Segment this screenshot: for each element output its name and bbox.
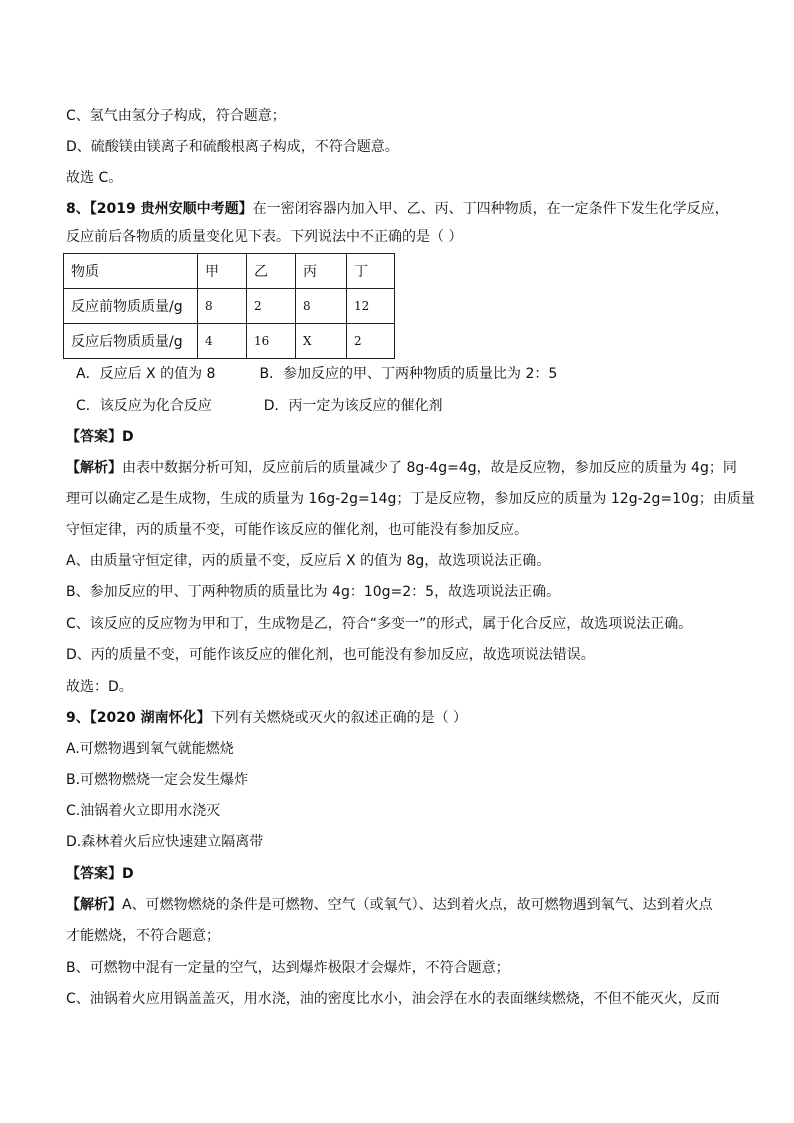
table-cell: 物质: [64, 254, 198, 289]
table-cell: 反应前物质质量/g: [64, 289, 198, 324]
table-cell: 丁: [347, 254, 395, 289]
table-cell: 8: [198, 289, 247, 324]
table-header-row: [64, 254, 395, 289]
option-a: A.可燃物遇到氧气就能燃烧: [66, 741, 234, 757]
question-number: 8、: [66, 201, 90, 217]
option-b: B．参加反应的甲、丁两种物质的质量比为 2：5: [259, 366, 558, 382]
conclusion: 故选：D。: [66, 679, 133, 695]
analysis-label: 【解析】: [66, 460, 122, 476]
table-cell: 2: [347, 324, 395, 359]
option-d: D.森林着火后应快速建立隔离带: [66, 834, 264, 850]
options-row: [76, 364, 557, 384]
question-source: 【2019 贵州安顺中考题】: [89, 201, 253, 217]
analysis-text: 由表中数据分析可知，反应前后的质量减少了 8g-4g=4g，故是反应物，参加反应的质量为 4g；同: [122, 460, 737, 476]
table-row: [64, 289, 395, 324]
question-source: 【2020 湖南怀化】: [89, 710, 211, 726]
question-8-stem: [66, 199, 729, 219]
explanation-b: B、可燃物中混有一定量的空气，达到爆炸极限才会爆炸，不符合题意；: [66, 960, 510, 976]
question-stem-continued: 反应前后各物质的质量变化见下表。下列说法中不正确的是（ ）: [66, 229, 463, 245]
option-c: C．该反应为化合反应: [76, 398, 212, 414]
explanation-b: B、参加反应的甲、丁两种物质的质量比为 4g：10g=2：5，故选项说法正确。: [66, 584, 561, 600]
explanation-a: A、由质量守恒定律，丙的质量不变，反应后 X 的值为 8g，故选项说法正确。: [66, 553, 551, 569]
table-cell: 8: [296, 289, 347, 324]
analysis-text: 守恒定律，丙的质量不变，可能作该反应的催化剂，也可能没有参加反应。: [66, 522, 528, 538]
analysis-paragraph: [66, 458, 737, 478]
question-stem: 在一密闭容器内加入甲、乙、丙、丁四种物质，在一定条件下发生化学反应，: [252, 201, 729, 217]
text-line: D、硫酸镁由镁离子和硫酸根离子构成，不符合题意。: [66, 139, 399, 155]
text-line: 故选 C。: [66, 170, 123, 186]
question-9-stem: [66, 708, 467, 728]
option-c: C.油锅着火立即用水浇灭: [66, 803, 221, 819]
analysis-text: A、可燃物燃烧的条件是可燃物、空气（或氧气）、达到着火点，故可燃物遇到氧气、达到着火点: [122, 897, 713, 913]
analysis-text: 才能燃烧，不符合题意；: [66, 928, 220, 944]
analysis-text: 理可以确定乙是生成物，生成的质量为 16g-2g=14g；丁是反应物，参加反应的质量为 12g-2g=10g；由质量: [66, 491, 755, 507]
explanation-c: C、该反应的反应物为甲和丁，生成物是乙，符合“多变一”的形式，属于化合反应，故选项说法正确。: [66, 616, 693, 632]
table-cell: 4: [198, 324, 247, 359]
table-cell: 乙: [247, 254, 296, 289]
option-a: A．反应后 X 的值为 8: [76, 366, 216, 382]
option-b: B.可燃物燃烧一定会发生爆炸: [66, 772, 249, 788]
analysis-paragraph: [66, 895, 713, 915]
table-cell: 甲: [198, 254, 247, 289]
text-line: C、氢气由氢分子构成，符合题意；: [66, 108, 286, 124]
answer-label: 【答案】D: [66, 866, 134, 882]
table-row: [64, 324, 395, 359]
table-cell: X: [296, 324, 347, 359]
answer-label: 【答案】D: [66, 429, 134, 445]
options-row: [76, 396, 443, 416]
analysis-label: 【解析】: [66, 897, 122, 913]
explanation-c: C、油锅着火应用锅盖盖灭，用水浇，油的密度比水小，油会浮在水的表面继续燃烧，不但不能灭火，反而: [66, 991, 720, 1007]
option-d: D．丙一定为该反应的催化剂: [263, 398, 443, 414]
explanation-d: D、丙的质量不变，可能作该反应的催化剂，也可能没有参加反应，故选项说法错误。: [66, 647, 595, 663]
question-stem: 下列有关燃烧或灭火的叙述正确的是（ ）: [210, 710, 468, 726]
table-cell: 反应后物质质量/g: [64, 324, 198, 359]
table-cell: 16: [247, 324, 296, 359]
mass-table: [63, 253, 395, 359]
table-cell: 12: [347, 289, 395, 324]
table-cell: 丙: [296, 254, 347, 289]
table-cell: 2: [247, 289, 296, 324]
question-number: 9、: [66, 710, 90, 726]
